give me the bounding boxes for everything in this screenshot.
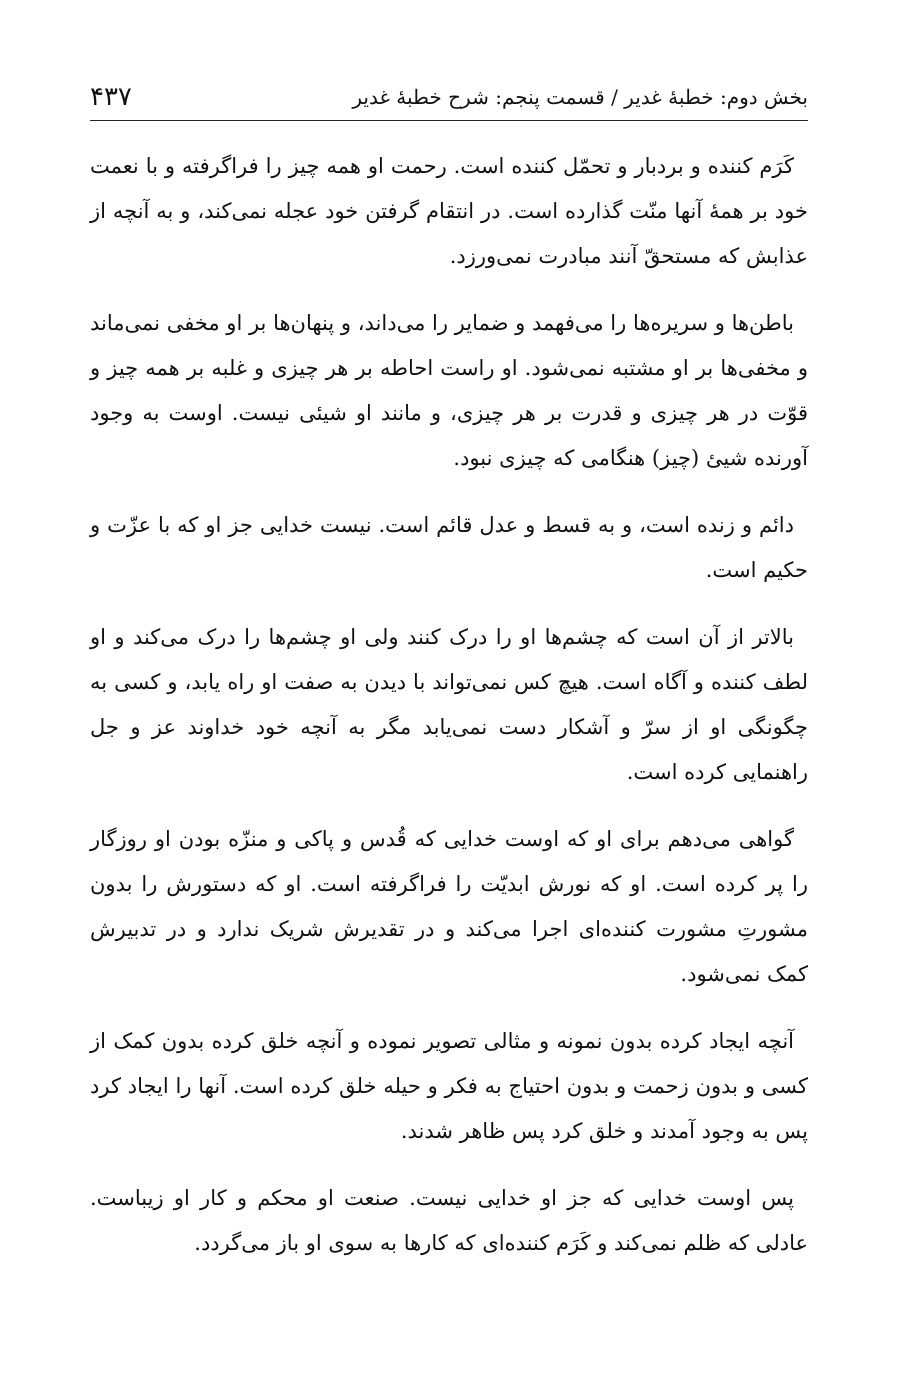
paragraph: کَرَم کننده و بردبار و تحمّل کننده است. رحمت او همه چیز را فراگرفته و با نعمت خود بر همهٔ آنها منّت گذارده است. در انتقام گرفتن خود عجله نمی‌کند، و به آنچه از عذابش که مستحقّ آنند مبادرت نمی‌ورزد. bbox=[90, 154, 808, 268]
running-header bbox=[90, 72, 808, 121]
paragraph: گواهی می‌دهم برای او که اوست خدایی که قُدس و پاکی و منزّه بودن او روزگار را پر کرده است. او که نورش ابدیّت را فراگرفته است. او که دستورش را بدون مشورتِ مشورت کننده‌ای اجرا می‌کند و در تقدیرش شریک ندارد و در تدبیرش کمک نمی‌شود. bbox=[90, 827, 808, 986]
paragraph: باطن‌ها و سریره‌ها را می‌فهمد و ضمایر را می‌داند، و پنهان‌ها بر او مخفی نمی‌ماند و مخفی‌ها بر او مشتبه نمی‌شود. او راست احاطه بر هر چیزی و غلبه بر همه چیز و قوّت در هر چیزی و قدرت بر هر چیزی، و مانند او شیئی نیست. اوست به وجود آورنده شیئ (چیز) هنگامی که چیزی نبود. bbox=[90, 311, 808, 470]
paragraph: پس اوست خدایی که جز او خدایی نیست. صنعت او محکم و کار او زیباست. عادلی که ظلم نمی‌کند و کَرَم کننده‌ای که کارها به سوی او باز می‌گردد. bbox=[90, 1186, 808, 1255]
page-number: ۴۳۷ bbox=[90, 82, 132, 112]
body-text bbox=[90, 144, 808, 1288]
chapter-title: بخش دوم: خطبهٔ غدیر / قسمت پنجم: شرح خطبهٔ غدیر bbox=[352, 85, 808, 109]
book-page bbox=[90, 0, 808, 1390]
paragraph: بالاتر از آن است که چشم‌ها او را درک کنند ولی او چشم‌ها را درک می‌کند و او لطف کننده و آگاه است. هیچ کس نمی‌تواند با دیدن به صفت او راه یابد، و کسی به چگونگی او از سرّ و آشکار دست نمی‌یابد مگر به آنچه خود خداوند عز و جل راهنمایی کرده است. bbox=[90, 625, 808, 784]
paragraph: آنچه ایجاد کرده بدون نمونه و مثالی تصویر نموده و آنچه خلق کرده بدون کمک از کسی و بدون زحمت و بدون احتیاج به فکر و حیله خلق کرده است. آنها را ایجاد کرد پس به وجود آمدند و خلق کرد پس ظاهر شدند. bbox=[90, 1029, 808, 1143]
paragraph: دائم و زنده است، و به قسط و عدل قائم است. نیست خدایی جز او که با عزّت و حکیم است. bbox=[90, 513, 808, 582]
